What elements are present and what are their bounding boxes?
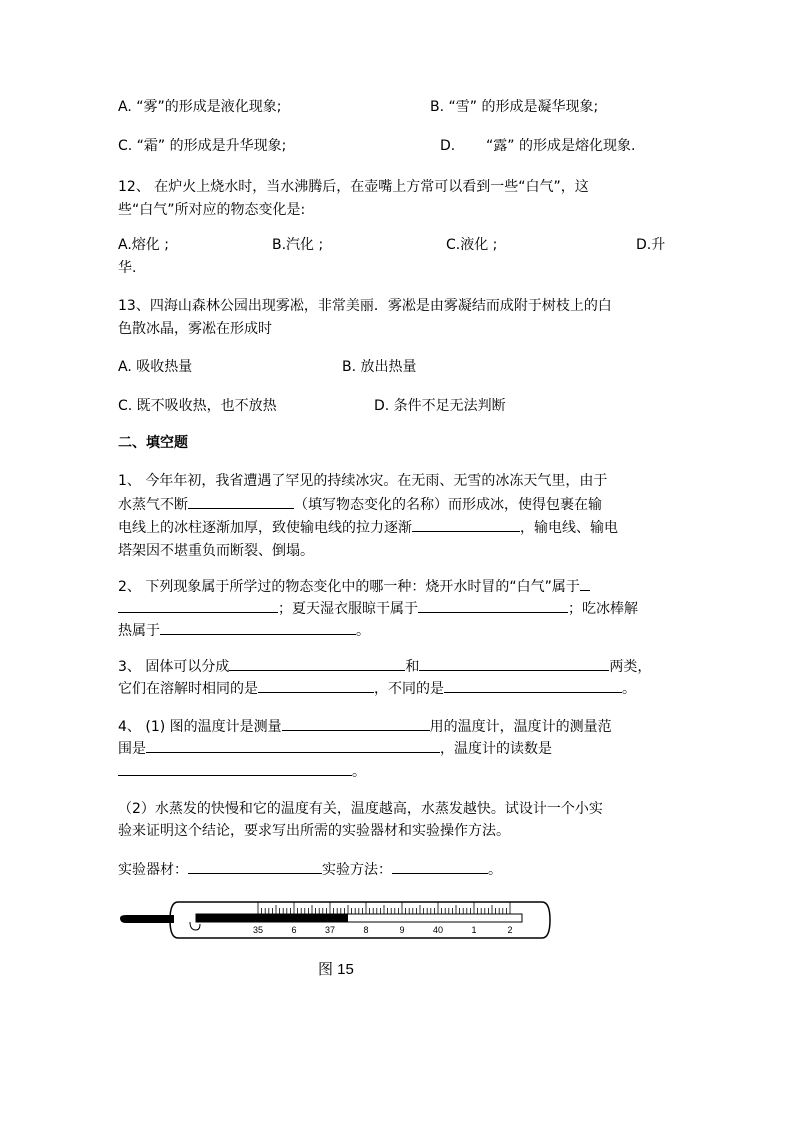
figure-caption: 图 15 [318,961,354,978]
f1-line3 [118,517,618,539]
scale-label: 1 [471,925,477,935]
section-title: 二、填空题 [118,435,188,451]
f3-text: 。 [622,681,636,697]
f1-text: 水蒸气不断 [118,497,188,513]
q12-line2: 些“白气”所对应的物态变化是: [118,202,306,218]
f3-line1 [118,656,651,678]
f2-blank-2[interactable] [418,598,568,613]
f2-blank-1b[interactable] [118,598,278,613]
f2-blank-3[interactable] [160,620,356,635]
scale-label: 40 [432,925,444,935]
f4-experiment-line [118,859,502,881]
f4-text: 。 [352,764,366,780]
f1-text: ，输电线、输电 [520,520,618,536]
method-label: 实验方法： [322,862,392,878]
q12-line1: 12、 在炉火上烧水时，当水沸腾后，在壶嘴上方常可以看到一些“白气”，这 [118,179,589,195]
f2-text: ；夏天湿衣服晾干属于 [278,601,418,617]
f2-blank-1a[interactable] [580,576,590,591]
f3-text: 两类， [609,659,652,675]
q11-option-d-letter: D. [440,138,456,154]
q12-option-a: A.熔化 ; [118,237,169,253]
q11-option-a: A. “雾”的形成是液化现象; [118,99,282,115]
f3-text: 3、 固体可以分成 [118,659,230,675]
f4-text: 用的温度计，温度计的测量范 [429,719,612,735]
q11-option-c: C. “霜” 的形成是升华现象; [118,138,287,154]
f1-line4: 塔架因不堪重负而断裂、倒塌。 [118,543,314,559]
q11-option-b: B. “雪” 的形成是凝华现象; [430,99,599,115]
scale-labels [253,925,513,935]
thermometer-figure [118,896,558,948]
scale-label: 6 [291,925,297,935]
f2-line1 [118,576,590,598]
f3-blank-4[interactable] [444,678,622,693]
q12-option-b: B.汽化 ; [272,237,324,253]
q13-option-a: A. 吸收热量 [118,359,193,375]
constriction [190,922,200,930]
f4-blank-1[interactable] [282,716,430,731]
f3-line2 [118,678,636,700]
f2-text: 热属于 [118,623,160,639]
f4-blank-2[interactable] [146,738,440,753]
q13-option-b: B. 放出热量 [342,359,417,375]
q12-option-d-cont: 华. [118,260,137,276]
scale-label: 2 [507,925,513,935]
f3-text: 和 [405,659,420,675]
f4-p2-line1: （2）水蒸发的快慢和它的温度有关，温度越高，水蒸发越快。试设计一个小实 [118,801,603,817]
f2-text: 2、 下列现象属于所学过的物态变化中的哪一种：烧开水时冒的“白气”属于 [118,579,580,595]
q13-option-c: C. 既不吸收热，也不放热 [118,398,277,414]
f2-line3 [118,620,370,642]
f4-text: 围是 [118,741,146,757]
end-mark: 。 [488,862,502,878]
f3-blank-2[interactable] [419,656,609,671]
f3-blank-1[interactable] [229,656,405,671]
f3-text: ，不同的是 [374,681,444,697]
f2-text: 。 [356,623,370,639]
q12-option-d: D.升 [636,237,666,253]
scale-label: 37 [324,925,336,935]
method-blank[interactable] [392,859,488,874]
f3-blank-3[interactable] [258,678,374,693]
f1-blank-1[interactable] [188,494,294,509]
scale-ticks [258,902,510,914]
f4-line1 [118,716,612,738]
f1-blank-2[interactable] [412,517,520,532]
scale-label: 9 [399,925,405,935]
f1-text: 电线上的冰柱逐渐加厚，致使输电线的拉力逐渐 [118,520,412,536]
f1-line2 [118,494,602,516]
f4-blank-3[interactable] [118,761,352,776]
scale-label: 35 [252,925,264,935]
thermometer-svg [118,896,558,944]
equipment-blank[interactable] [188,859,322,874]
f4-line3 [118,761,366,783]
scale-label: 8 [363,925,369,935]
f4-line2 [118,738,552,760]
q13-option-d: D. 条件不足无法判断 [374,398,506,414]
f1-text: （填写物态变化的名称）而形成冰，使得包裹在输 [294,497,602,513]
thermometer-tip [120,915,174,923]
q13-line2: 色散冰晶，雾凇在形成时 [118,321,272,337]
f4-p2-line2: 验来证明这个结论，要求写出所需的实验器材和实验操作方法。 [118,823,510,839]
f4-text: ，温度计的读数是 [440,741,552,757]
q11-option-d: “露” 的形成是熔化现象. [486,138,636,154]
f3-text: 它们在溶解时相同的是 [118,681,258,697]
mercury-column [196,914,348,922]
q12-option-c: C.液化 ; [446,237,498,253]
q13-line1: 13、四海山森林公园出现雾凇，非常美丽．雾凇是由雾凝结而成附于树枝上的白 [118,298,612,314]
equipment-label: 实验器材： [118,862,188,878]
f2-text: ；吃冰棒解 [568,601,638,617]
f1-line1: 1、 今年年初，我省遭遇了罕见的持续冰灾。在无雨、无雪的冰冻天气里，由于 [118,473,608,489]
f2-line2 [118,598,638,620]
f4-text: 4、 (1) 图的温度计是测量 [118,719,282,735]
